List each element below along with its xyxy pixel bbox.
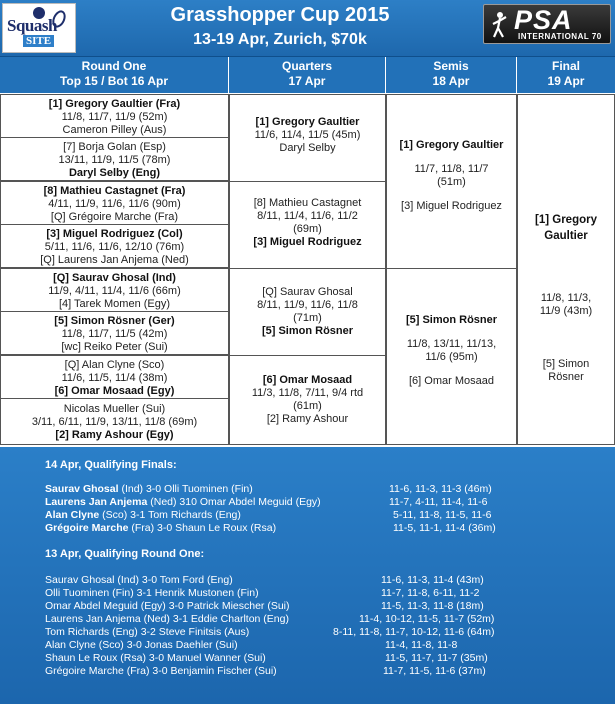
match-score: 11-7, 11-5, 11-6 (37m) xyxy=(383,665,486,677)
match-details: Laurens Jan Anjema (Ned) 3-1 Eddie Charlton (Eng) xyxy=(45,613,289,625)
match-details: Alan Clyne (Sco) 3-0 Jonas Daehler (Sui) xyxy=(45,639,238,651)
match-duration: (61m) xyxy=(293,400,322,412)
final-match xyxy=(517,94,615,445)
match-winner: [Q] Saurav Ghosal (Ind) xyxy=(53,272,176,284)
match-loser: [7] Borja Golan (Esp) xyxy=(63,141,166,153)
match-score: 11-6, 11-3, 11-3 (46m) xyxy=(389,483,492,495)
match-winner: [3] Miguel Rodriguez xyxy=(253,236,362,248)
column-title: Final xyxy=(551,59,580,73)
match-loser: [Q] Laurens Jan Anjema (Ned) xyxy=(40,254,189,266)
match-score: 11-5, 11-1, 11-4 (36m) xyxy=(393,522,496,534)
qualifying-final-row xyxy=(45,483,610,495)
match-winner: Daryl Selby (Eng) xyxy=(68,167,161,179)
round-one-match-7 xyxy=(0,355,229,399)
qualifying-round-one-row xyxy=(45,574,610,586)
squashsite-logo[interactable] xyxy=(2,3,76,53)
match-details: (Fra) 3-0 Shaun Le Roux (Rsa) xyxy=(128,522,277,534)
match-score: 8/11, 11/4, 11/6, 11/2 xyxy=(257,210,358,222)
round-one-match-8 xyxy=(0,398,229,445)
match-winner: Saurav Ghosal xyxy=(45,483,119,495)
column-header-semis xyxy=(386,57,517,93)
match-details: Shaun Le Roux (Rsa) 3-0 Manuel Wanner (Sui) xyxy=(45,652,266,664)
match-loser: [8] Mathieu Castagnet xyxy=(253,197,362,209)
quarter-final-1 xyxy=(229,94,386,182)
psa-logo[interactable] xyxy=(483,4,611,44)
match-loser: [Q] Saurav Ghosal xyxy=(262,286,353,298)
match-loser: [4] Tarek Momen (Egy) xyxy=(58,298,171,310)
column-header-quarters xyxy=(229,57,386,93)
match-winner: [1] Gregory Gaultier xyxy=(399,139,504,151)
match-score: 11-6, 11-3, 11-4 (43m) xyxy=(381,574,484,586)
match-duration: (71m) xyxy=(293,312,322,324)
match-details: (Ind) 3-0 Olli Tuominen (Fin) xyxy=(118,483,253,495)
match-details: Omar Abdel Meguid (Egy) 3-0 Patrick Miescher (Sui) xyxy=(45,600,290,612)
psa-logo-subtitle: INTERNATIONAL 70 xyxy=(518,32,602,41)
quarter-final-4 xyxy=(229,355,386,445)
logo-word-site: SITE xyxy=(23,35,54,47)
match-loser: [2] Ramy Ashour xyxy=(266,413,349,425)
match-score: 11/9, 4/11, 11/4, 11/6 (66m) xyxy=(48,285,181,297)
match-duration: (69m) xyxy=(293,223,322,235)
round-one-match-1 xyxy=(0,94,229,138)
match-details: Grégoire Marche (Fra) 3-0 Benjamin Fischer (Sui) xyxy=(45,665,277,677)
column-date: 17 Apr xyxy=(288,74,326,88)
draw-bracket xyxy=(0,57,615,447)
match-score: 11-5, 11-3, 11-8 (18m) xyxy=(381,600,484,612)
round-one-match-6 xyxy=(0,311,229,355)
match-loser: [3] Miguel Rodriguez xyxy=(401,200,502,212)
match-score: 8-11, 11-8, 11-7, 10-12, 11-6 (64m) xyxy=(333,626,495,638)
match-score: 11-5, 11-7, 11-7 (35m) xyxy=(385,652,488,664)
semi-final-2 xyxy=(386,268,517,445)
match-score: 3/11, 6/11, 11/9, 13/11, 11/8 (69m) xyxy=(31,416,198,428)
match-score: 11/8, 13/11, 11/13, xyxy=(406,338,497,350)
page-subtitle: 13-19 Apr, Zurich, $70k xyxy=(193,31,367,48)
match-duration: 11/6 (95m) xyxy=(425,351,478,363)
match-winner: [2] Ramy Ashour (Egy) xyxy=(55,429,174,441)
final-loser-line1: [5] Simon xyxy=(542,358,590,370)
column-title: Round One xyxy=(81,59,147,73)
match-loser: [Q] Alan Clyne (Sco) xyxy=(64,359,165,371)
final-loser-line2: Rösner xyxy=(548,371,584,383)
match-score: 11/8, 11/7, 11/5 (42m) xyxy=(61,328,168,340)
match-score: 8/11, 11/9, 11/6, 11/8 xyxy=(257,299,358,311)
qualifying-final-row xyxy=(45,509,610,521)
match-loser: Cameron Pilley (Aus) xyxy=(62,124,167,136)
qualifying-round-one-row xyxy=(45,600,610,612)
column-header-final xyxy=(517,57,615,93)
match-details: (Sco) 3-1 Tom Richards (Eng) xyxy=(99,509,241,521)
header-banner xyxy=(0,0,615,57)
column-date: Top 15 / Bot 16 Apr xyxy=(59,74,168,88)
match-loser: [wc] Reiko Peter (Sui) xyxy=(61,341,168,353)
qualifying-results-panel xyxy=(0,447,615,704)
match-loser: Daryl Selby xyxy=(279,142,336,154)
round-one-match-5 xyxy=(0,268,229,312)
match-score: 11-4, 11-8, 11-8 xyxy=(385,639,458,651)
qualifying-round-one-row xyxy=(45,613,610,625)
match-details: Olli Tuominen (Fin) 3-1 Henrik Mustonen (Fin) xyxy=(45,587,259,599)
qualifying-final-row xyxy=(45,496,610,508)
column-title: Quarters xyxy=(281,59,333,73)
final-winner-line1: [1] Gregory xyxy=(535,214,597,226)
match-score: 11/7, 11/8, 11/7 xyxy=(414,163,489,175)
squash-player-icon xyxy=(488,11,510,39)
match-loser: [6] Omar Mosaad xyxy=(409,375,494,387)
match-winner: Grégoire Marche xyxy=(45,522,129,534)
match-winner: [5] Simon Rösner (Ger) xyxy=(54,315,175,327)
column-header-round-one xyxy=(0,57,229,93)
match-score: 5/11, 11/6, 11/6, 12/10 (76m) xyxy=(44,241,185,253)
match-score: 11/3, 11/8, 7/11, 9/4 rtd xyxy=(251,387,364,399)
quarter-final-2 xyxy=(229,181,386,269)
match-score: 11-7, 4-11, 11-4, 11-6 xyxy=(389,496,488,508)
match-winner: [5] Simon Rösner xyxy=(405,314,498,326)
final-score: 11/8, 11/3, xyxy=(540,292,592,304)
logo-word-squash: Squash xyxy=(7,16,57,35)
round-one-match-2 xyxy=(0,137,229,181)
qualifying-round-one-row xyxy=(45,665,610,677)
qualifying-round-one-title: 13 Apr, Qualifying Round One: xyxy=(45,548,205,560)
qualifying-round-one-row xyxy=(45,652,610,664)
column-date: 19 Apr xyxy=(547,74,585,88)
match-score: 4/11, 11/9, 11/6, 11/6 (90m) xyxy=(48,198,181,210)
quarter-final-3 xyxy=(229,268,386,356)
qualifying-round-one-row xyxy=(45,639,610,651)
match-score: 11/6, 11/5, 11/4 (38m) xyxy=(61,372,168,384)
round-one-match-3 xyxy=(0,181,229,225)
psa-logo-word: PSA xyxy=(514,5,573,35)
match-score: 13/11, 11/9, 11/5 (78m) xyxy=(58,154,171,166)
qualifying-round-one-row xyxy=(45,626,610,638)
match-winner: Laurens Jan Anjema xyxy=(45,496,148,508)
column-title: Semis xyxy=(433,59,469,73)
match-score: 11-4, 10-12, 11-5, 11-7 (52m) xyxy=(359,613,495,625)
match-score: 11/8, 11/7, 11/9 (52m) xyxy=(61,111,168,123)
qualifying-finals-title: 14 Apr, Qualifying Finals: xyxy=(45,459,177,471)
match-duration: (51m) xyxy=(437,176,466,188)
match-score: 11/6, 11/4, 11/5 (45m) xyxy=(254,129,361,141)
match-winner: [6] Omar Mosaad xyxy=(262,374,353,386)
qualifying-round-one-row xyxy=(45,587,610,599)
match-winner: [3] Miguel Rodriguez (Col) xyxy=(46,228,183,240)
final-duration: 11/9 (43m) xyxy=(539,305,593,317)
match-details: Saurav Ghosal (Ind) 3-0 Tom Ford (Eng) xyxy=(45,574,233,586)
match-winner: [6] Omar Mosaad (Egy) xyxy=(54,385,175,397)
match-details: (Ned) 310 Omar Abdel Meguid (Egy) xyxy=(147,496,321,508)
match-winner: [1] Gregory Gaultier xyxy=(255,116,360,128)
qualifying-final-row xyxy=(45,522,610,534)
page-title: Grasshopper Cup 2015 xyxy=(170,4,390,26)
match-winner: [8] Mathieu Castagnet (Fra) xyxy=(43,185,186,197)
match-winner: Alan Clyne xyxy=(45,509,100,521)
final-winner-line2: Gaultier xyxy=(544,230,588,242)
semi-final-1 xyxy=(386,94,517,269)
match-winner: [5] Simon Rösner xyxy=(261,325,354,337)
round-one-match-4 xyxy=(0,224,229,268)
match-details: Tom Richards (Eng) 3-2 Steve Finitsis (Aus) xyxy=(45,626,250,638)
column-date: 18 Apr xyxy=(432,74,470,88)
match-score: 11-7, 11-8, 6-11, 11-2 xyxy=(381,587,480,599)
match-loser: Nicolas Mueller (Sui) xyxy=(63,403,166,415)
match-loser: [Q] Grégoire Marche (Fra) xyxy=(50,211,179,223)
match-score: 5-11, 11-8, 11-5, 11-6 xyxy=(393,509,492,521)
match-winner: [1] Gregory Gaultier (Fra) xyxy=(48,98,181,110)
